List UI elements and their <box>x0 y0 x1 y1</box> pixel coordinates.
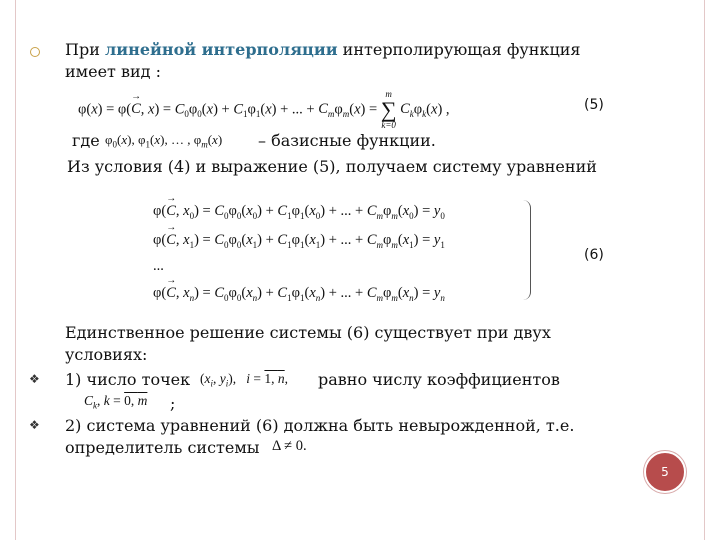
intro-line-1 <box>65 40 581 60</box>
intro-text-part2: интерполирующая функция <box>337 40 581 59</box>
intro-highlight: линейной интерполяции <box>104 40 338 59</box>
circle-bullet-icon <box>30 47 40 57</box>
coefficients-formula: $C_k$, k = 0, m <box>84 393 148 411</box>
condition-1-prefix: 1) число точек <box>65 370 191 389</box>
formula-5: φ(x) = φ(→ C, $x) = C_0\varphi_0(x) + C_1\varphi_1(x)$ + ... + $C_m\varphi_m(x)$ = m ∑ k=0 $C_k\varphi_k(x)$ , <box>78 90 450 130</box>
condition-1-suffix: равно числу коэффициентов <box>318 370 560 389</box>
condition-2-line-1: 2) система уравнений (6) должна быть невырожденной, т.е. <box>65 416 575 435</box>
system-eq-1: φ(→ C, $x_0) = C_0\varphi_0(x_0) + C_1\varphi_1(x_0)$ + ... + $C_m\varphi_m(x_0) = y_0$ <box>153 203 445 221</box>
condition-1-tail: ; <box>170 394 176 413</box>
slide-frame-left <box>15 0 16 540</box>
points-formula: ($x_i$, $y_i$), i = 1, n, <box>200 371 289 389</box>
intro-text-part1: При <box>65 40 105 59</box>
system-ellipsis: ... <box>153 258 164 274</box>
slide-frame-right <box>704 0 705 540</box>
check-bullet-icon: ❖ <box>29 372 40 386</box>
system-intro: Из условия (4) и выражение (5), получаем систему уравнений <box>67 157 597 176</box>
equation-number-6: (6) <box>584 247 604 263</box>
system-eq-2: φ(→ C, $x_1) = C_0\varphi_0(x_1) + C_1\varphi_1(x_1)$ + ... + $C_m\varphi_m(x_1) = y_1$ <box>153 232 445 250</box>
basis-prefix: где <box>72 131 100 150</box>
uniqueness-line-1: Единственное решение системы (6) существует при двух <box>65 323 551 342</box>
intro-line-2: имеет вид : <box>65 62 161 81</box>
basis-suffix: – базисные функции. <box>258 131 436 150</box>
uniqueness-line-2: условиях: <box>65 345 148 364</box>
determinant-formula: Δ ≠ 0. <box>272 438 307 454</box>
system-brace <box>520 200 531 300</box>
system-eq-n: φ(→ C, $x_n) = C_0\varphi_0(x_n) + C_1\varphi_1(x_n)$ + ... + $C_m\varphi_m(x_n) = y_n$ <box>153 285 445 303</box>
check-bullet-icon: ❖ <box>29 418 40 432</box>
basis-functions-formula: $\varphi_0(x)$, $\varphi_1(x)$, … , $\varphi_m(x)$ <box>105 132 223 150</box>
equation-number-5: (5) <box>584 97 604 113</box>
condition-2-line-2: определитель системы <box>65 438 260 457</box>
page-number-badge: 5 <box>644 451 686 493</box>
